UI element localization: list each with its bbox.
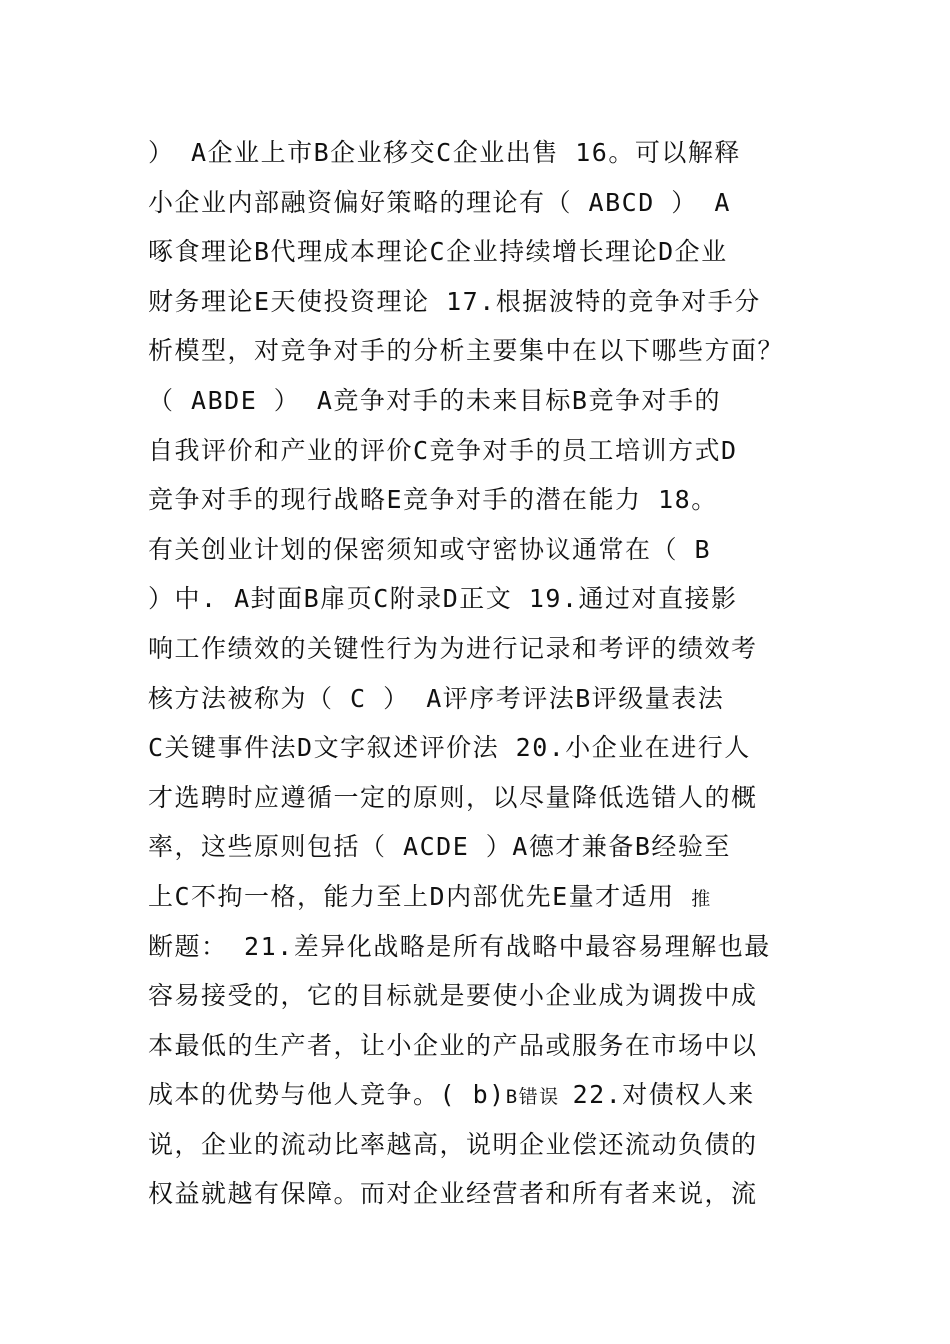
text-segment: 成本的优势与他人竞争。( b) bbox=[148, 1080, 506, 1110]
text-line: 容易接受的，它的目标就是要使小企业成为调拨中成 bbox=[148, 981, 758, 1011]
text-line: 说，企业的流动比率越高，说明企业偿还流动负债的 bbox=[148, 1129, 758, 1159]
text-segment: 22. bbox=[572, 1080, 623, 1110]
text-line-20 bbox=[148, 1070, 828, 1120]
text-line-16 bbox=[148, 872, 828, 922]
text-line: C关键事件法D文字叙述评价法 20.小企业在进行人 bbox=[148, 733, 751, 763]
document-body bbox=[148, 128, 828, 1219]
text-line: 核方法被称为（ C ） A评序考评法B评级量表法 bbox=[148, 683, 725, 713]
text-line-17 bbox=[148, 922, 828, 972]
text-line: 率，这些原则包括（ ACDE ）A德才兼备B经验至 bbox=[148, 832, 731, 862]
text-line: 啄食理论B代理成本理论C企业持续增长理论D企业 bbox=[148, 237, 728, 267]
text-line: ） A企业上市B企业移交C企业出售 16。可以解释 bbox=[148, 138, 741, 167]
text-line: 小企业内部融资偏好策略的理论有（ ABCD ） A bbox=[148, 187, 731, 217]
text-segment-small: 推 bbox=[691, 887, 712, 910]
text-line: 自我评价和产业的评价C竞争对手的员工培训方式D bbox=[148, 435, 738, 465]
text-segment: 上C不拘一格，能力至上D内部优先E量才适用 bbox=[148, 881, 692, 911]
text-line: 有关创业计划的保密须知或守密协议通常在（ B bbox=[148, 534, 712, 564]
text-line: 响工作绩效的关键性行为为进行记录和考评的绩效考 bbox=[148, 633, 758, 663]
text-line: （ ABDE ） A竞争对手的未来目标B竞争对手的 bbox=[148, 385, 721, 415]
text-segment: 对债权人来 bbox=[622, 1080, 755, 1110]
text-line: 本最低的生产者，让小企业的产品或服务在市场中以 bbox=[148, 1030, 758, 1060]
text-line: 财务理论E天使投资理论 17.根据波特的竞争对手分 bbox=[148, 286, 761, 316]
text-line: 权益就越有保障。而对企业经营者和所有者来说，流 bbox=[148, 1179, 758, 1209]
text-line: ）中. A封面B扉页C附录D正文 19.通过对直接影 bbox=[148, 584, 738, 614]
text-line: 才选聘时应遵循一定的原则，以尽量降低选错人的概 bbox=[148, 782, 758, 812]
text-line: 析模型，对竞争对手的分析主要集中在以下哪些方面？ bbox=[148, 336, 785, 366]
text-segment-small: B错误 bbox=[505, 1086, 573, 1109]
text-segment: 断题： 21.差异化战略是所有战略中最容易理解也最 bbox=[148, 931, 771, 961]
text-line: 竞争对手的现行战略E竞争对手的潜在能力 18。 bbox=[148, 485, 718, 515]
